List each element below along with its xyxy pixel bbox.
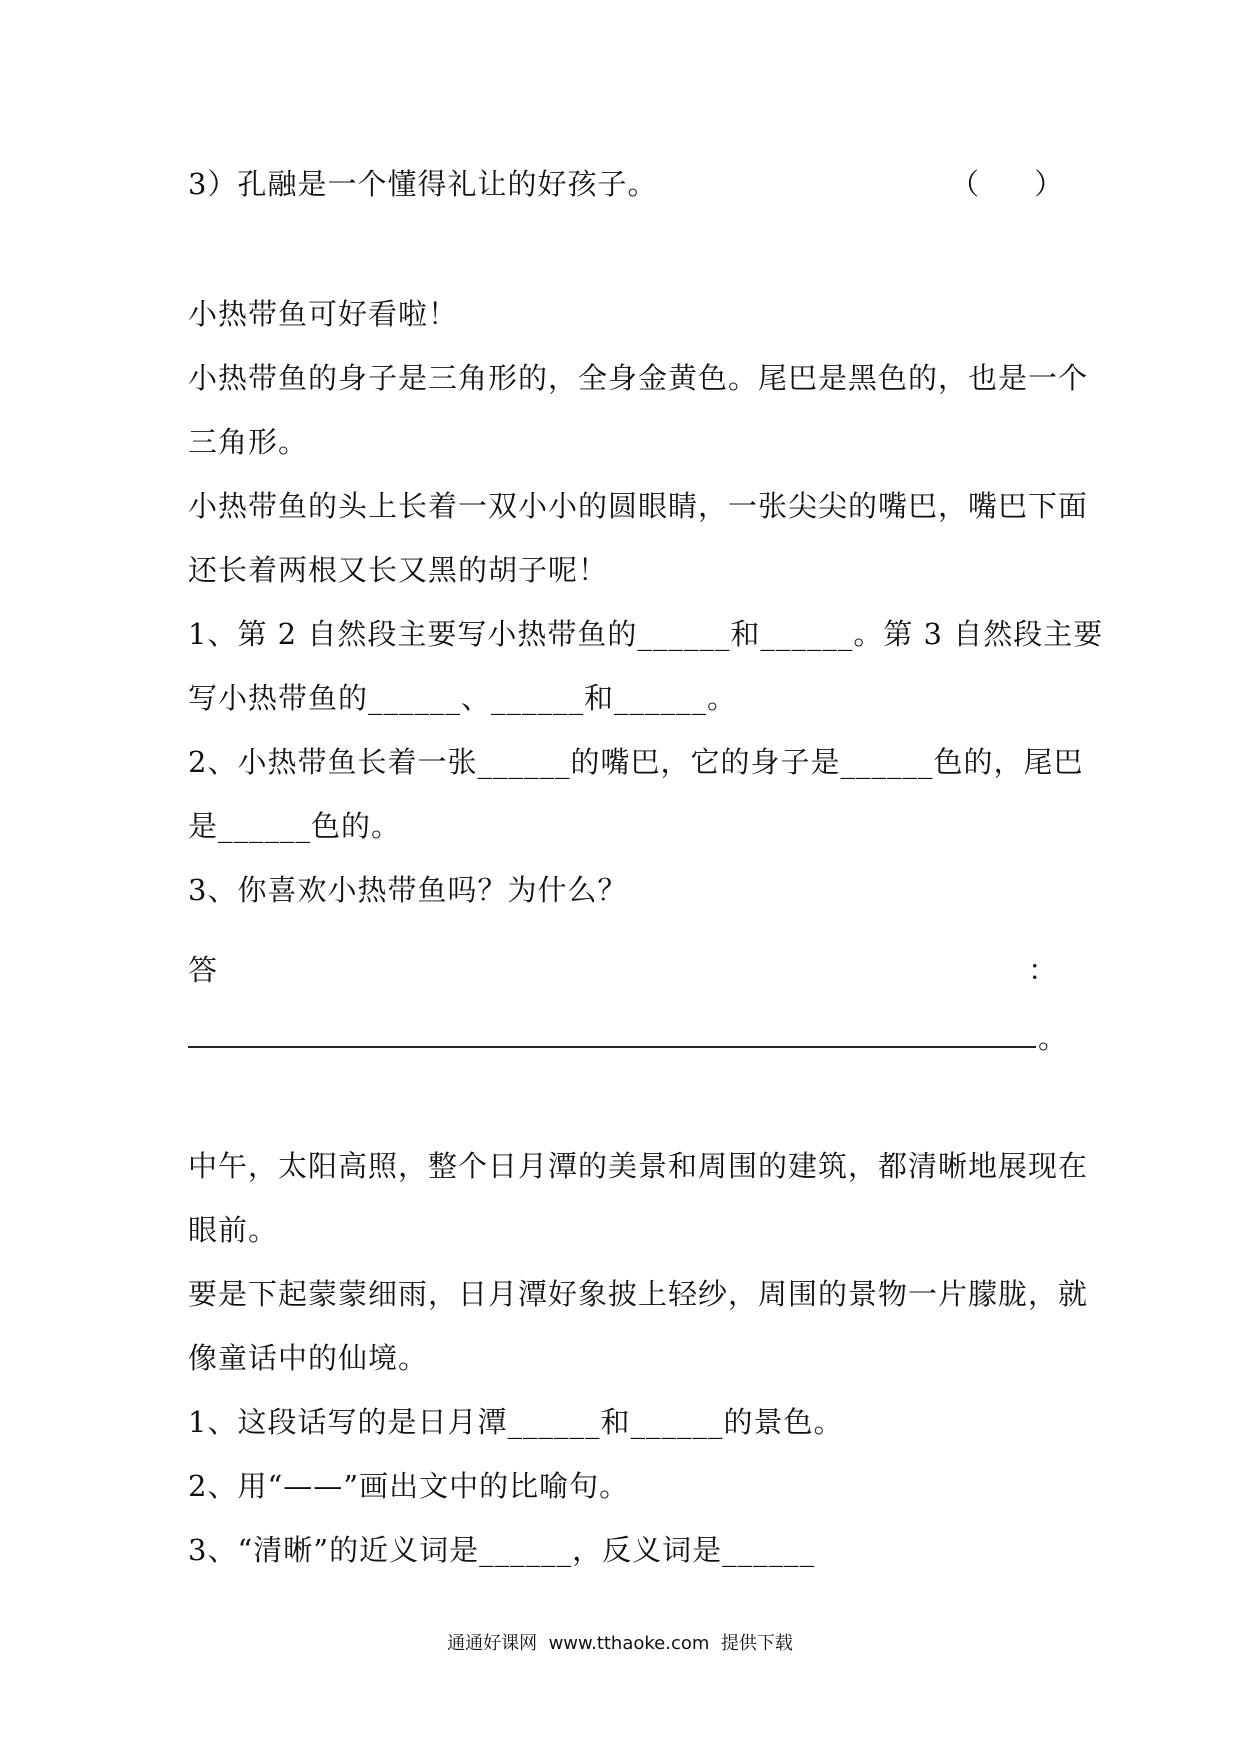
answer-label: 答 xyxy=(188,953,219,987)
question2-2-line-1: 2、小热带鱼长着一张______的嘴巴，它的身子是______色的，尾巴 xyxy=(188,745,1084,779)
question3-3: 3、“清晰”的近义词是______，反义词是______ xyxy=(188,1533,816,1567)
answer-blank-line xyxy=(188,1046,1036,1048)
judge-item: 3）孔融是一个懂得礼让的好孩子。 xyxy=(188,167,658,201)
passage2-line-3: 三角形。 xyxy=(188,425,309,459)
passage2-line-2: 小热带鱼的身子是三角形的，全身金黄色。尾巴是黑色的，也是一个 xyxy=(188,361,1089,395)
question2-1-line-1: 1、第 2 自然段主要写小热带鱼的______和______。第 3 自然段主要 xyxy=(188,617,1104,651)
question2-3: 3、你喜欢小热带鱼吗？为什么？ xyxy=(188,873,628,907)
question2-2-line-2: 是______色的。 xyxy=(188,809,402,843)
question2-1-line-2: 写小热带鱼的______、______和______。 xyxy=(188,681,738,715)
judge-answer-paren: （ ） xyxy=(950,167,1064,201)
passage3-line-4: 像童话中的仙境。 xyxy=(188,1341,429,1375)
question3-2: 2、用“——”画出文中的比喻句。 xyxy=(188,1469,630,1503)
passage2-line-4: 小热带鱼的头上长着一双小小的圆眼睛，一张尖尖的嘴巴，嘴巴下面 xyxy=(188,489,1089,523)
passage3-line-3: 要是下起蒙蒙细雨，日月潭好象披上轻纱，周围的景物一片朦胧，就 xyxy=(188,1277,1089,1311)
passage3-line-1: 中午，太阳高照，整个日月潭的美景和周围的建筑，都清晰地展现在 xyxy=(188,1149,1089,1183)
passage3-line-2: 眼前。 xyxy=(188,1213,279,1247)
answer-colon: ： xyxy=(1028,953,1058,987)
question3-1: 1、这段话写的是日月潭______和______的景色。 xyxy=(188,1405,844,1439)
passage2-line-1: 小热带鱼可好看啦！ xyxy=(188,297,459,331)
passage2-line-5: 还长着两根又长又黑的胡子呢！ xyxy=(188,553,609,587)
answer-period: 。 xyxy=(1038,1021,1068,1055)
footer-source: 通通好课网 www.tthaoke.com 提供下载 xyxy=(447,1633,793,1654)
